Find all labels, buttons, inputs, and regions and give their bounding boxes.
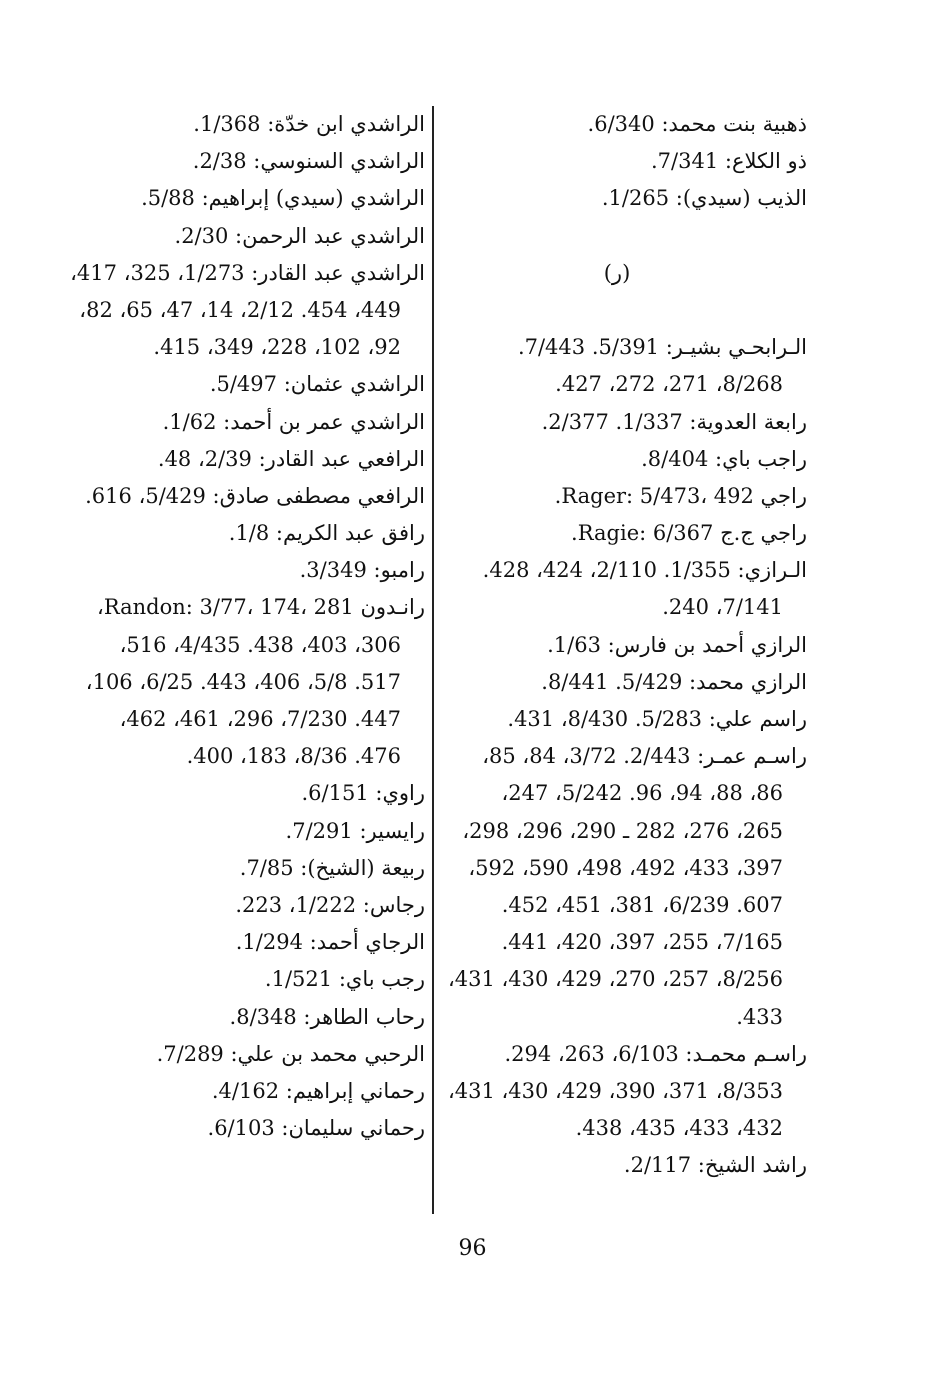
- index-entry-line: الـرازي: 1/355. 2/110، 424، 428.: [482, 558, 807, 583]
- left-index-column: [30, 106, 425, 1147]
- index-entry-line: راشد الشيخ: 2/117.: [623, 1153, 807, 1178]
- index-entry-line: الـرابحـي بشيـر: 5/391. 7/443.: [517, 335, 807, 360]
- blank-line: [447, 292, 807, 329]
- index-entry-line: 449، 454. 2/12، 14، 47، 65، 82،: [79, 297, 401, 322]
- index-entry-line: راجي Rager: 5/473، 492.: [554, 483, 807, 508]
- index-entry-line: رجب باي: 1/521.: [264, 967, 425, 992]
- column-divider: [432, 106, 434, 1214]
- index-entry-line: 265، 276، 282 ـ 290، 296، 298،: [462, 818, 783, 843]
- index-entry-line: 476. 8/36، 183، 400.: [186, 744, 401, 769]
- index-entry-line: رحماني إبراهيم: 4/162.: [211, 1078, 425, 1103]
- index-entry-line: رجاس: 1/222، 223.: [235, 892, 425, 917]
- index-entry-line: 7/165، 255، 397، 420، 441.: [501, 930, 783, 955]
- index-entry-line: 8/256، 257، 270، 429، 430، 431،: [447, 967, 783, 992]
- index-entry-line: الراشدي عمر بن أحمد: 1/62.: [162, 409, 425, 434]
- index-entry-line: ذهبية بنت محمد: 6/340.: [587, 112, 807, 136]
- index-entry-line: ذو الكلاع: 7/341.: [650, 149, 807, 174]
- index-entry-line: الرازي محمد: 5/429. 8/441.: [541, 669, 807, 694]
- page-number: 96: [458, 1236, 487, 1261]
- index-entry-line: ربيعة (الشيخ): 7/85.: [239, 855, 425, 880]
- index-entry-line: الذيب (سيدي): 1/265.: [601, 186, 807, 211]
- index-entry-line: 306، 403، 438. 4/435، 516،: [119, 632, 401, 657]
- index-entry-line: الراشدي عبد القادر: 1/273، 325، 417،: [70, 260, 425, 285]
- index-entry-line: راجب باي: 8/404.: [641, 446, 807, 471]
- index-entry-line: الراشدي عبد الرحمن: 2/30.: [174, 223, 425, 248]
- index-entry-line: الراشدي عثمان: 5/497.: [209, 372, 425, 397]
- index-entry-line: رايسير: 7/291.: [285, 818, 425, 843]
- index-entry-line: راسم علي: 5/283. 8/430، 431.: [507, 707, 807, 731]
- right-index-column: [447, 106, 807, 1184]
- index-entry-line: رامبو: 3/349.: [299, 558, 425, 583]
- index-entry-line: 86، 88، 94، 96. 5/242، 247،: [501, 781, 783, 806]
- index-entry-line: الراشدي ابن خدّة: 1/368.: [193, 112, 425, 136]
- index-entry-line: الرافعي عبد القادر: 2/39، 48.: [157, 446, 425, 471]
- index-entry-line: الراشدي (سيدي) إبراهيم: 5/88.: [141, 186, 425, 211]
- index-entry-line: رحاب الطاهر: 8/348.: [229, 1004, 425, 1029]
- index-entry-line: الرحبي محمد بن علي: 7/289.: [156, 1041, 425, 1066]
- index-entry-line: رانـدون Randon: 3/77، 174، 281،: [97, 595, 425, 620]
- index-entry-line: 7/141، 240.: [662, 595, 783, 620]
- section-letter-heading: (ر): [603, 260, 631, 285]
- index-entry-line: الرجاي أحمد: 1/294.: [235, 930, 425, 955]
- index-entry-line: الرازي أحمد بن فارس: 1/63.: [547, 632, 807, 657]
- index-entry-line: رافق عبد الكريم: 1/8.: [228, 521, 425, 546]
- blank-line: [447, 218, 807, 255]
- index-entry-line: 447. 7/230، 296، 461، 462،: [119, 707, 401, 731]
- index-entry-line: 433.: [736, 1004, 783, 1029]
- index-entry-line: 8/353، 371، 390، 429، 430، 431،: [447, 1078, 783, 1103]
- index-entry-line: رابعة العدوية: 1/337. 2/377.: [541, 409, 807, 434]
- index-entry-line: الرافعي مصطفى صادق: 5/429، 616.: [85, 483, 425, 508]
- index-entry-line: راسـم عمـر: 2/443. 3/72، 84، 85،: [482, 744, 807, 769]
- index-entry-line: رحماني سليمان: 6/103.: [207, 1116, 425, 1141]
- index-entry-line: 397، 433، 492، 498، 590، 592،: [468, 855, 783, 880]
- index-entry-line: 92، 102، 228، 349، 415.: [153, 335, 401, 360]
- index-entry-line: الراشدي السنوسي: 2/38.: [192, 149, 425, 174]
- index-entry-line: 432، 433، 435، 438.: [575, 1116, 783, 1141]
- index-entry-line: راجي ج.ج Ragie: 6/367.: [571, 521, 807, 546]
- index-entry-line: راوي: 6/151.: [301, 781, 425, 806]
- index-entry-line: 8/268، 271، 272، 427.: [555, 372, 783, 397]
- index-entry-line: 517. 5/8، 406، 443. 6/25، 106،: [85, 669, 401, 694]
- index-entry-line: راسـم محمـد: 6/103، 263، 294.: [504, 1041, 807, 1066]
- index-entry-line: 607. 6/239، 381، 451، 452.: [501, 892, 783, 917]
